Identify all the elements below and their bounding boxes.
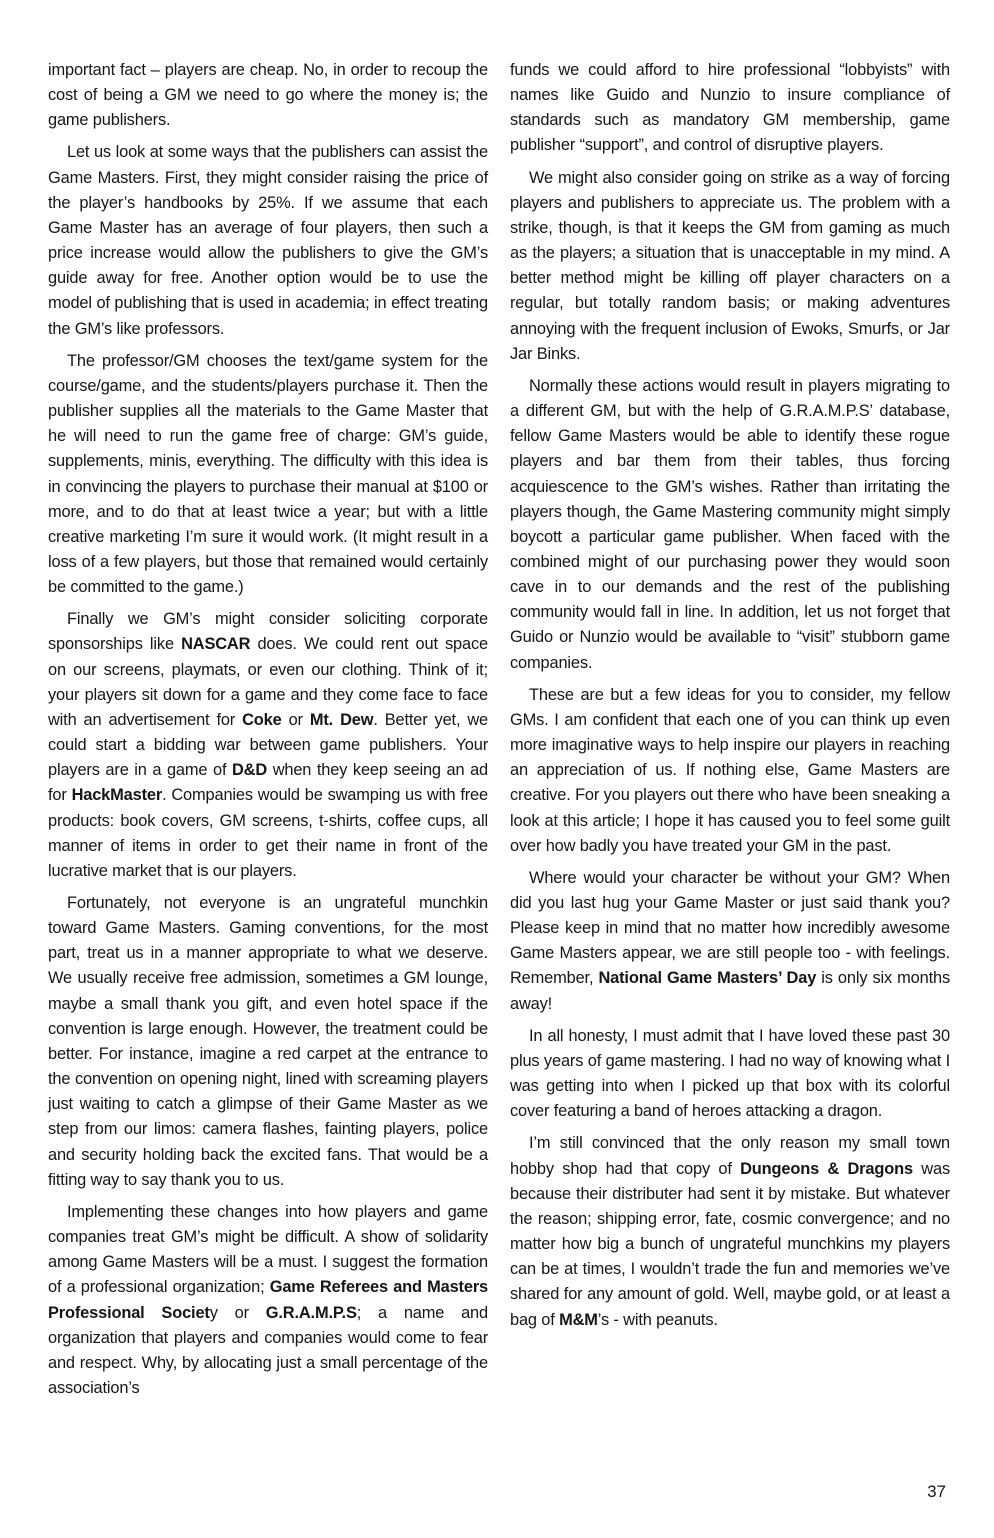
text-run: ’s - with peanuts. (597, 1310, 718, 1329)
paragraph (510, 374, 950, 676)
text-run: In all honesty, I must admit that I have loved these past 30 plus years of game mastering. I had no way of knowing what I was getting into when I picked up that box with its colorful cover featuring a band of heroes attacking a dragon. (510, 1026, 950, 1121)
text-run: y or (209, 1303, 266, 1322)
bold-text: National Game Masters’ Day (598, 969, 817, 988)
paragraph (510, 683, 950, 859)
paragraph (48, 140, 488, 341)
text-run: We might also consider going on strike as a way of forcing players and publishers to appreciate us. The problem with a strike, though, is that it keeps the GM from gaming as much as the players; a situation that is unacceptable in my mind. A better method might be killing off player characters on a regular, but totally random basis; or making adventures annoying with the frequent inclusion of Ewoks, Smurfs, or Jar Jar Binks. (510, 168, 950, 363)
paragraph (48, 349, 488, 601)
paragraph (510, 866, 950, 1017)
text-run: was because their distributer had sent it by mistake. But whatever the reason; shipping error, fate, cosmic convergence; and no matter how big a bunch of ungrateful munchkins my players can be at times, I wouldn’t trade the fun and memories we’ve shared for any amount of gold. Well, maybe gold, or at least a bag of (510, 1159, 950, 1329)
paragraph (48, 607, 488, 884)
bold-text: HackMaster (71, 786, 163, 805)
text-run: funds we could afford to hire professional “lobbyists” with names like Guido and Nunzio to insure compliance of standards such as mandatory GM membership, game publisher “support”, and control of disruptive players. (510, 61, 950, 155)
text-run: . Better yet, we could start a bidding war between game publishers. Your players are in a game of (48, 710, 488, 780)
bold-text: Mt. Dew (309, 710, 374, 729)
text-run: Where would your character be without your GM? When did you last hug your Game Master or just said thank you? Please keep in mind that no matter how incredibly awesome Game Masters appear, we are still people too - with feelings. Remember, (510, 868, 950, 988)
bold-text: Dungeons & Dragons (740, 1159, 913, 1178)
text-run: is only six months away! (510, 969, 950, 1013)
bold-text: Coke (242, 710, 282, 729)
text-run: Normally these actions would result in players migrating to a different GM, but with the help of G.R.A.M.P.S’ database, fellow Game Masters would be able to identify these rogue players and bar them from their tables, thus forcing acquiescence to the GM’s wishes. Rather than irritating the players though, the Game Mastering community might simply boycott a particular game publisher. When faced with the combined might of our purchasing power they would soon cave in to our demands and the rest of the publishing community would fall in line. In addition, let us not forget that Guido or Nunzio would be available to “visit” stubborn game companies. (510, 376, 950, 672)
text-run: I’m still convinced that the only reason my small town hobby shop had that copy of (510, 1134, 950, 1178)
text-run: when they keep seeing an ad for (48, 761, 488, 805)
bold-text: NASCAR (181, 635, 251, 654)
text-run: These are but a few ideas for you to consider, my fellow GMs. I am confident that each one of you can think up even more imaginative ways to help inspire our players in reaching an appreciation of us. If nothing else, Game Masters are creative. For you players out there who have been sneaking a look at this article; I hope it has caused you to feel some guilt over how badly you have treated your GM in the past. (510, 685, 950, 855)
bold-text: D&D (232, 761, 268, 780)
text-run: . Companies would be swamping us with free products: book covers, GM screens, t-shirts, coffee cups, all manner of items in order to get their name in front of the lucrative market that is our players. (48, 786, 488, 880)
paragraph (48, 891, 488, 1193)
paragraph (510, 58, 950, 159)
text-run: The professor/GM chooses the text/game system for the course/game, and the students/players purchase it. Then the publisher supplies all the materials to the Game Master that he will need to run the game free of charge: GM’s guide, supplements, minis, everything. The difficulty with this idea is in convincing the players to purchase their manual at $100 or more, and to do that at least twice a year; but with a little creative marketing I’m sure it would work. (It might result in a loss of a few players, but those that remained would certainly be committed to the game.) (48, 351, 488, 597)
text-run: does. We could rent out space on our screens, playmats, or even our clothing. Think of it; your players sit down for a game and they come face to face with an advertisement for (48, 635, 488, 729)
text-run: Fortunately, not everyone is an ungrateful munchkin toward Game Masters. Gaming conventions, for the most part, treat us in a manner appropriate to what we deserve. We usually receive free admission, sometimes a GM lounge, maybe a small thank you gift, and even hotel space if the convention is large enough. However, the treatment could be better. For instance, imagine a red carpet at the entrance to the convention on opening night, lined with screaming players just waiting to catch a glimpse of their Game Master as we step from our limos: camera flashes, fainting players, police and security holding back the excited fans. That would be a fitting way to say thank you to us. (48, 894, 488, 1189)
text-run: Implementing these changes into how players and game companies treat GM’s might be difficult. A show of solidarity among Game Masters will be a must. I suggest the formation of a professional organization; (48, 1202, 488, 1297)
paragraph (510, 1024, 950, 1125)
text-run: or (281, 710, 310, 729)
page-number: 37 (927, 1482, 946, 1501)
paragraph (48, 58, 488, 133)
bold-text: M&M (559, 1310, 598, 1329)
paragraph (510, 1131, 950, 1332)
bold-text: G.R.A.M.P.S (265, 1303, 357, 1322)
right-text-column (510, 58, 950, 1340)
left-text-column (48, 58, 488, 1408)
text-run: important fact – players are cheap. No, in order to recoup the cost of being a GM we need to go where the money is; the game publishers. (48, 61, 488, 130)
text-run: Let us look at some ways that the publishers can assist the Game Masters. First, they might consider raising the price of the player’s handbooks by 25%. If we assume that each Game Master has an average of four players, then such a price increase would allow the publishers to give the GM’s guide away for free. Another option would be to use the model of publishing that is used in academia; in effect treating the GM’s like professors. (48, 143, 488, 338)
bold-text: Game Referees and Masters Professional Societ (48, 1278, 489, 1322)
text-run: ; a name and organization that players and companies would come to fear and respect. Why, by allocating just a small percentage of the association’s (48, 1303, 488, 1397)
paragraph (510, 166, 950, 367)
paragraph (48, 1200, 488, 1401)
text-run: Finally we GM’s might consider soliciting corporate sponsorships like (48, 610, 488, 654)
